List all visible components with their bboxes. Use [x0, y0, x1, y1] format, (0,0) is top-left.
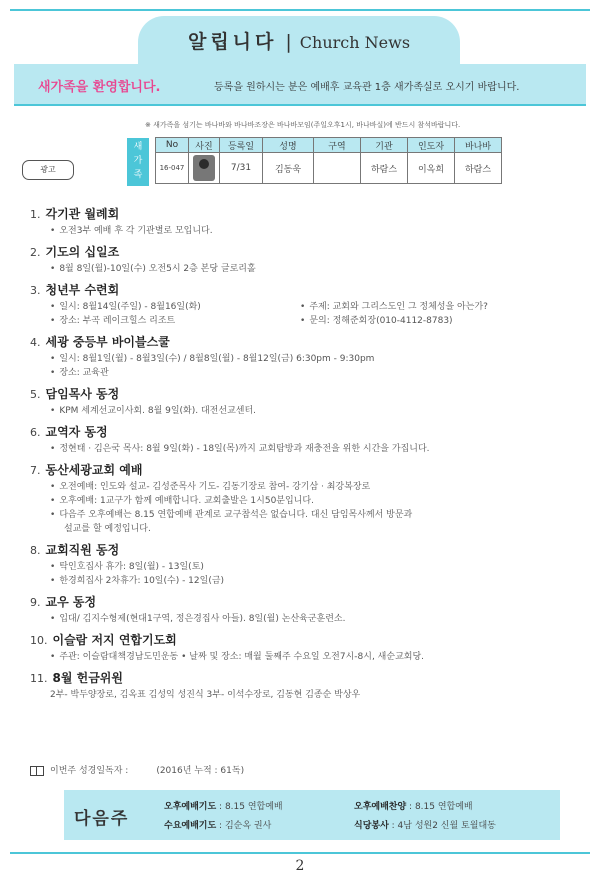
next-week-key: 오후예배찬양 [354, 802, 407, 812]
new-family-label-char: 새 [133, 142, 143, 152]
next-week-value: : 8.15 연합예배 [409, 802, 473, 812]
item-line-text: 8월 8일(월)-10일(수) 오전5시 2층 본당 글로리홀 [59, 264, 256, 274]
next-week-key: 식당봉사 [354, 821, 389, 831]
item-number: 4. [30, 336, 41, 349]
item-number: 9. [30, 596, 41, 609]
item-title [30, 461, 590, 480]
item-line-text: 주관: 이슬람대책경남도민운동 • 날짜 및 장소: 매월 둘째주 수요일 오전7시-8시, 새순교회당. [59, 652, 425, 662]
item-line: • 정현태 · 김은국 목사: 8월 9일(화) - 18일(목)까지 교회탐방과 재충전을 위한 시간을 가집니다. [50, 444, 430, 454]
item-line: • 입대/ 김지수형제(현대1구역, 정은경집사 아들). 8일(월) 논산육군훈련소. [50, 614, 346, 624]
new-family-table [155, 137, 502, 184]
next-week-entry [164, 818, 271, 831]
announcement-item [30, 541, 590, 588]
item-title-text: 교회직원 동정 [45, 543, 120, 557]
item-title-text: 교우 동정 [45, 595, 97, 609]
item-title-text: 각기관 월례회 [45, 207, 120, 221]
new-family-label [127, 138, 149, 186]
cell-district [314, 153, 361, 184]
bible-value: (2016년 누적 : 61독) [156, 766, 245, 776]
item-number: 7. [30, 464, 41, 477]
item-title [30, 385, 590, 404]
item-line: 설교를 할 예정입니다. [64, 524, 151, 534]
item-line-text: 입대/ 김지수형제(현대1구역, 정은경집사 아들). 8일(월) 논산육군훈련소. [59, 614, 346, 624]
item-line: • 장소: 부곡 레이크힐스 리조트 • 문의: 정해준회장(010-4112-8783) [50, 316, 453, 326]
item-line-text: 일시: 8월14일(주일) - 8월16일(화) [59, 302, 201, 312]
bible-label: 이번주 성경일독자 : [50, 766, 129, 776]
item-line-text: 일시: 8월1일(월) - 8월3일(수) / 8월8일(월) - 8월12일(금) 6:30pm - 9:30pm [59, 354, 375, 364]
item-line-text: 오후예배: 1교구가 함께 예배합니다. 교회출발은 1시50분입니다. [59, 496, 314, 506]
item-line-text: 문의: 정해준회장(010-4112-8783) [309, 316, 453, 326]
book-icon [30, 766, 44, 776]
item-title [30, 205, 590, 224]
next-week-key: 오후예배기도 [164, 802, 217, 812]
item-line: 2부- 박두양장로, 김옥표 김성익 성진식 3부- 이석수장로, 김동현 김종순 박상우 [50, 690, 361, 700]
item-title [30, 593, 590, 612]
item-title-text: 동산세광교회 예배 [45, 463, 143, 477]
item-title-text: 세광 중등부 바이블스쿨 [45, 335, 170, 349]
item-line: • 한경희집사 2차휴가: 10일(수) - 12일(금) [50, 576, 225, 586]
col-name: 성명 [263, 138, 314, 153]
cell-barnabas: 하람스 [455, 153, 502, 184]
announcement-item [30, 243, 590, 276]
item-title-text: 교역자 동정 [45, 425, 108, 439]
next-week-box [64, 790, 560, 840]
announcement-item [30, 461, 590, 536]
col-date: 등록일 [220, 138, 263, 153]
barnabas-note: ※ 새가족을 섬기는 바나바와 바나바조장은 바나바모임(주일오후1시, 바나바실)에 반드시 참석바랍니다. [145, 121, 461, 129]
item-line: • 장소: 교육관 [50, 368, 109, 378]
item-title-text: 기도의 십일조 [45, 245, 120, 259]
announcement-item [30, 669, 590, 702]
item-line: • 오후예배: 1교구가 함께 예배합니다. 교회출발은 1시50분입니다. [50, 496, 314, 506]
header-banner [138, 16, 460, 64]
next-week-entry [354, 818, 496, 831]
header-separator: | [285, 31, 292, 53]
member-photo [193, 155, 215, 181]
item-line: • 오전예배: 인도와 설교- 김성준목사 기도- 김동기장로 참여- 강기삼 · 최강복장로 [50, 482, 371, 492]
item-title [30, 423, 590, 442]
cell-photo [189, 153, 220, 184]
new-family-label-char: 가 [133, 156, 143, 166]
cell-name: 김동욱 [263, 153, 314, 184]
item-line: • 8월 8일(월)-10일(수) 오전5시 2층 본당 글로리홀 [50, 264, 256, 274]
item-line-text: 장소: 부곡 레이크힐스 리조트 [59, 316, 176, 326]
item-line: • 오전3부 예배 후 각 기관별로 모입니다. [50, 226, 213, 236]
table-row [156, 153, 502, 184]
col-district: 구역 [314, 138, 361, 153]
item-title [30, 333, 590, 352]
announcement-item [30, 385, 590, 418]
item-line: • 주관: 이슬람대책경남도민운동 • 날짜 및 장소: 매월 둘째주 수요일 오전7시-8시, 새순교회당. [50, 652, 425, 662]
announcement-item [30, 631, 590, 664]
item-title-text: 이슬람 저지 연합기도회 [52, 633, 177, 647]
welcome-divider [14, 104, 586, 106]
item-number: 8. [30, 544, 41, 557]
item-line-text: 한경희집사 2차휴가: 10일(수) - 12일(금) [59, 576, 225, 586]
welcome-text: 등록을 원하시는 분은 예배후 교육관 1층 새가족실로 오시기 바랍니다. [214, 82, 520, 93]
item-number: 6. [30, 426, 41, 439]
item-title-text: 청년부 수련회 [45, 283, 120, 297]
item-line: • 일시: 8월1일(월) - 8월3일(수) / 8월8일(월) - 8월12일(금) 6:30pm - 9:30pm [50, 354, 375, 364]
item-number: 3. [30, 284, 41, 297]
welcome-title: 새가족을 환영합니다. [38, 80, 161, 95]
next-week-value: : 8.15 연합예배 [219, 802, 283, 812]
cell-guide: 이옥희 [408, 153, 455, 184]
welcome-bar [14, 64, 586, 104]
item-title [30, 631, 590, 650]
item-line: • 일시: 8월14일(주일) - 8월16일(화) • 주제: 교회와 그리스도인 그 정체성을 아는가? [50, 302, 488, 312]
col-photo: 사진 [189, 138, 220, 153]
cell-date: 7/31 [220, 153, 263, 184]
item-line: • 다음주 오후예배는 8.15 연합예배 관계로 교구참석은 없습니다. 대신 담임목사께서 방문과 [50, 510, 413, 520]
header-title-ko: 알립니다 [187, 31, 278, 53]
new-family-label-char: 족 [133, 170, 143, 180]
item-title [30, 669, 590, 688]
item-line-text: 탁인호집사 휴가: 8일(월) - 13일(토) [59, 562, 204, 572]
item-line-text: 정현태 · 김은국 목사: 8월 9일(화) - 18일(목)까지 교회탐방과 재충전을 위한 시간을 가집니다. [59, 444, 430, 454]
item-title [30, 281, 590, 300]
next-week-value: : 4남 성원2 신월 토월대동 [391, 821, 496, 831]
item-title [30, 243, 590, 262]
item-line-text: KPM 세계선교이사회. 8월 9일(화). 대전선교센터. [59, 406, 257, 416]
item-line-text: 다음주 오후예배는 8.15 연합예배 관계로 교구참석은 없습니다. 대신 담임목사께서 방문과 [59, 510, 413, 520]
col-guide: 인도자 [408, 138, 455, 153]
item-number: 5. [30, 388, 41, 401]
col-no: No [156, 138, 189, 153]
page-number: 2 [295, 858, 305, 874]
cell-no: 16-047 [156, 153, 189, 184]
item-number: 1. [30, 208, 41, 221]
item-title-text: 담임목사 동정 [45, 387, 120, 401]
announcement-item [30, 423, 590, 456]
table-header-row [156, 138, 502, 153]
item-line-text: 주제: 교회와 그리스도인 그 정체성을 아는가? [309, 302, 488, 312]
announcement-item [30, 333, 590, 380]
col-org: 기관 [361, 138, 408, 153]
item-line-text: 오전3부 예배 후 각 기관별로 모입니다. [59, 226, 213, 236]
bottom-divider [10, 852, 590, 854]
item-number: 2. [30, 246, 41, 259]
announcement-item [30, 593, 590, 626]
item-number: 10. [30, 634, 48, 647]
item-number: 11. [30, 672, 48, 685]
header-title-en: Church News [299, 33, 411, 52]
announcement-item [30, 281, 590, 328]
ad-label: 광고 [22, 160, 74, 180]
next-week-label: 다음주 [74, 809, 130, 829]
item-line: • KPM 세계선교이사회. 8월 9일(화). 대전선교센터. [50, 406, 257, 416]
item-line-text: 장소: 교육관 [59, 368, 109, 378]
announcement-item [30, 205, 590, 238]
cell-org: 하람스 [361, 153, 408, 184]
announcement-list [30, 205, 590, 707]
item-line-text: 오전예배: 인도와 설교- 김성준목사 기도- 김동기장로 참여- 강기삼 · 최강복장로 [59, 482, 371, 492]
next-week-entry [354, 799, 473, 812]
col-barnabas: 바나바 [455, 138, 502, 153]
bible-reading [30, 763, 244, 776]
item-title-text: 8월 헌금위원 [52, 671, 123, 685]
item-title [30, 541, 590, 560]
next-week-value: : 김순옥 권사 [219, 821, 272, 831]
next-week-key: 수요예배기도 [164, 821, 217, 831]
item-line: • 탁인호집사 휴가: 8일(월) - 13일(토) [50, 562, 204, 572]
next-week-entry [164, 799, 283, 812]
top-divider [10, 9, 590, 11]
